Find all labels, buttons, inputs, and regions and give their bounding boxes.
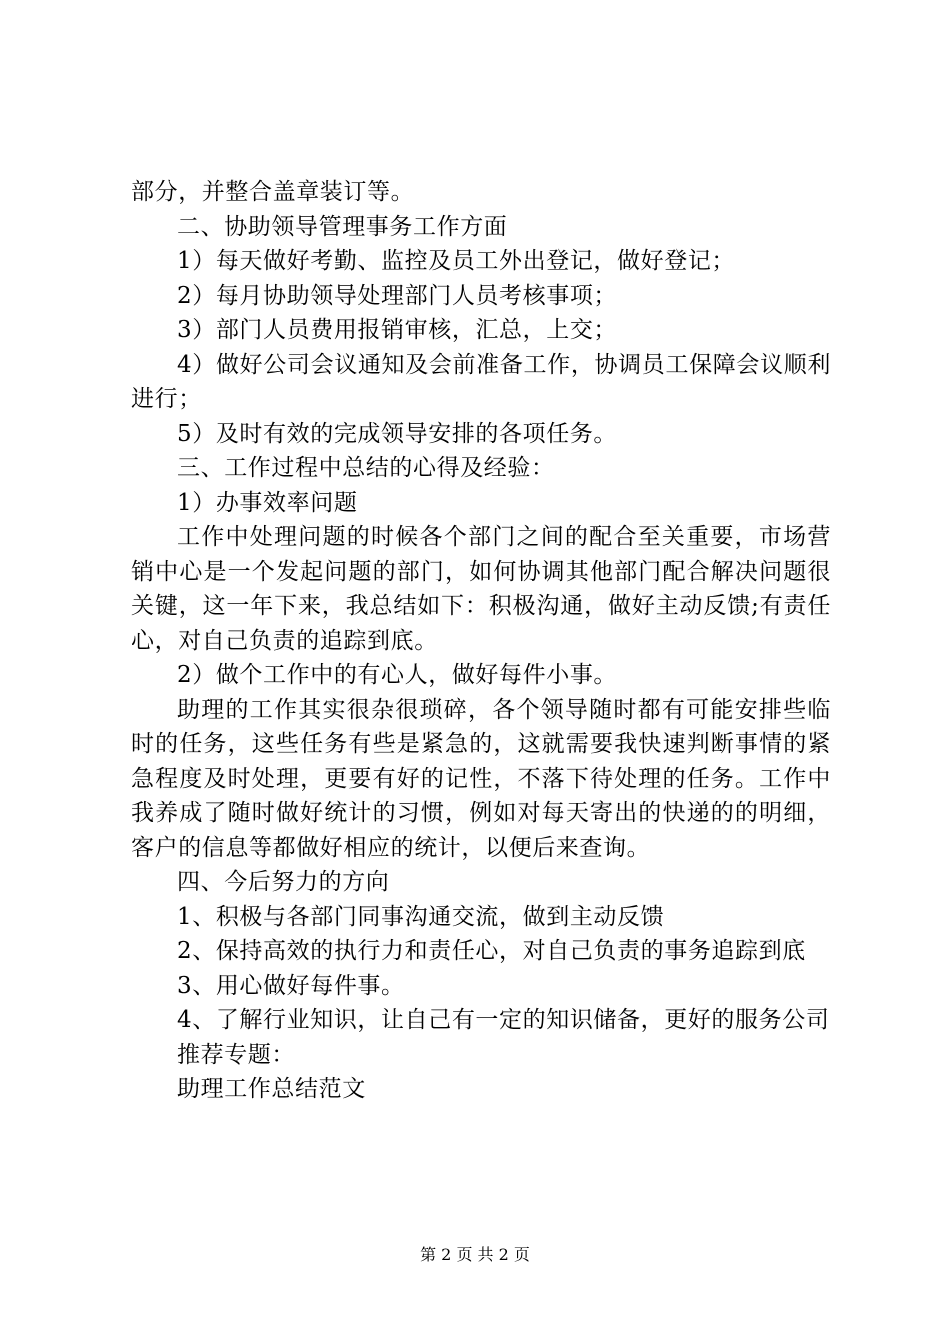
paragraph: 助理的工作其实很杂很琐碎，各个领导随时都有可能安排些临时的任务，这些任务有些是紧急的，这就需要我快速判断事情的紧急程度及时处理，更要有好的记性，不落下待处理的任务。工作中我养成了随时做好统计的习惯，例如对每天寄出的快递的的明细，客户的信息等都做好相应的统计，以便后来查询。 xyxy=(131,696,831,861)
list-item: 3）部门人员费用报销审核，汇总，上交； xyxy=(177,317,618,343)
document-body xyxy=(131,175,831,1107)
list-item: 1）每天做好考勤、监控及员工外出登记，做好登记； xyxy=(177,248,736,274)
list-item: 4、了解行业知识，让自己有一定的知识储备，更好的服务公司 xyxy=(177,1007,830,1033)
list-item: 2）每月协助领导处理部门人员考核事项； xyxy=(177,282,618,309)
list-item: 4）做好公司会议通知及会前准备工作，协调员工保障会议顺利进行； xyxy=(131,351,831,412)
list-item: 2）做个工作中的有心人，做好每件小事。 xyxy=(177,662,618,688)
list-item: 5）及时有效的完成领导安排的各项任务。 xyxy=(177,420,618,447)
list-item: 3、用心做好每件事。 xyxy=(177,972,405,999)
page-number-footer: 第 2 页 共 2 页 xyxy=(420,1245,530,1264)
paragraph: 工作中处理问题的时候各个部门之间的配合至关重要，市场营销中心是一个发起问题的部门，如何协调其他部门配合解决问题很关键，这一年下来，我总结如下：积极沟通，做好主动反馈;有责任心，对自己负责的追踪到底。 xyxy=(131,524,831,654)
section-heading: 三、工作过程中总结的心得及经验： xyxy=(177,455,555,481)
section-heading: 二、协助领导管理事务工作方面 xyxy=(177,213,508,240)
paragraph: 部分，并整合盖章装订等。 xyxy=(131,179,415,205)
section-heading: 四、今后努力的方向 xyxy=(177,869,390,895)
recommend-label: 推荐专题： xyxy=(177,1041,295,1068)
list-item: 1、积极与各部门同事沟通交流，做到主动反馈 xyxy=(177,903,665,930)
recommend-topic-link[interactable]: 助理工作总结范文 xyxy=(177,1076,366,1102)
list-item: 1）办事效率问题 xyxy=(177,489,358,516)
list-item: 2、保持高效的执行力和责任心，对自己负责的事务追踪到底 xyxy=(177,938,806,964)
